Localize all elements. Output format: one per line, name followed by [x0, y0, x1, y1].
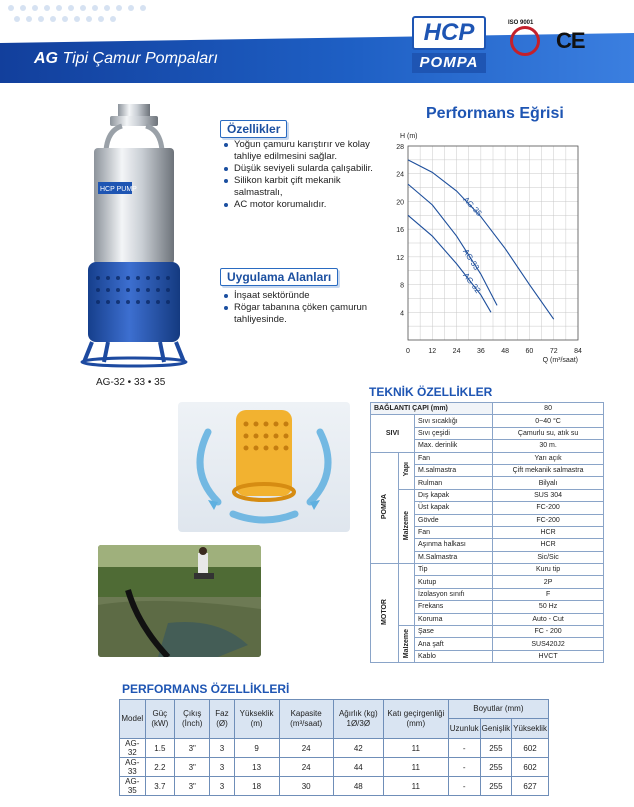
list-item: AC motor korumalıdır.: [222, 199, 382, 211]
spec-value: 0~40 °C: [493, 415, 604, 427]
series-label: AG-33: [461, 247, 482, 272]
dot: [50, 16, 56, 22]
col-model: Model: [120, 700, 146, 739]
spec-value: Yarı açık: [493, 452, 604, 464]
dot: [14, 16, 20, 22]
spec-label: M.Salmastra: [415, 551, 493, 563]
spec-label: Ana şaft: [415, 638, 493, 650]
y-axis-label: H (m): [400, 133, 418, 140]
spec-label: Gövde: [415, 514, 493, 526]
spec-label: Aşınma halkası: [415, 539, 493, 551]
ce-mark: CE: [556, 28, 585, 53]
applications-title: Uygulama Alanları: [220, 268, 338, 286]
spec-label: Sıvı sıcaklığı: [415, 415, 493, 427]
dot: [20, 5, 26, 11]
y-tick-label: 8: [400, 282, 404, 290]
table-row: [371, 626, 604, 638]
list-item: Yoğun çamuru karıştırır ve kolay tahliye edilmesini sağlar.: [222, 139, 382, 163]
spec-value: HVCT: [493, 650, 604, 662]
col-yukseklik2: Yükseklik: [512, 719, 549, 739]
spec-label: İzolasyon sınıfı: [415, 588, 493, 600]
spec-value: Bilyalı: [493, 477, 604, 489]
col-kati: Katı geçirgenliği (mm): [383, 700, 448, 739]
y-tick-label: 24: [396, 171, 404, 179]
spec-value: SUS 304: [493, 489, 604, 501]
dot: [80, 5, 86, 11]
group-motor-malzeme: Malzeme: [399, 626, 415, 663]
list-item: Düşük seviyeli sularda çalışabilir.: [222, 163, 382, 175]
x-axis-label: Q (m³/saat): [542, 357, 578, 364]
col-uzunluk: Uzunluk: [448, 719, 480, 739]
table-row: [371, 452, 604, 464]
col-genislik: Genişlik: [480, 719, 511, 739]
table-row: [371, 489, 604, 501]
spec-value: FC - 200: [493, 626, 604, 638]
group-yapi: Yapı: [399, 452, 415, 489]
y-tick-label: 12: [396, 254, 404, 262]
col-agirlik: Ağırlık (kg) 1Ø/3Ø: [333, 700, 383, 739]
applications-list: [222, 290, 384, 326]
spec-label: Rulman: [415, 477, 493, 489]
col-kapasite: Kapasite (m³/saat): [279, 700, 333, 739]
spec-label: Fan: [415, 452, 493, 464]
spec-value: FC-200: [493, 502, 604, 514]
tech-specs-table: [370, 402, 604, 663]
spec-label: Koruma: [415, 613, 493, 625]
performance-title: PERFORMANS ÖZELLİKLERİ: [122, 682, 290, 696]
features-title: Özellikler: [220, 120, 287, 138]
x-tick-label: 84: [574, 348, 582, 355]
logo-hcp-text: HCP: [412, 16, 486, 50]
spec-value: Çamurlu su, atık su: [493, 427, 604, 439]
x-tick-label: 0: [406, 348, 410, 355]
spec-label: Kutup: [415, 576, 493, 588]
dot: [32, 5, 38, 11]
dot: [104, 5, 110, 11]
dot: [8, 5, 14, 11]
col-faz: Faz (Ø): [210, 700, 234, 739]
spec-label: Kablo: [415, 650, 493, 662]
col-cikis: Çıkış (İnch): [175, 700, 210, 739]
x-tick-label: 60: [525, 348, 534, 355]
dot: [128, 5, 134, 11]
group-sivi: SIVI: [371, 415, 415, 452]
x-tick-label: 36: [476, 348, 485, 355]
spec-value: HCR: [493, 539, 604, 551]
dot: [110, 16, 116, 22]
performance-chart: [388, 122, 593, 367]
col-yukseklik: Yükseklik (m): [234, 700, 279, 739]
dot: [62, 16, 68, 22]
series-label: AG-35: [461, 195, 484, 219]
dot: [56, 5, 62, 11]
spec-label: Üst kapak: [415, 502, 493, 514]
spec-label: Şase: [415, 626, 493, 638]
performance-table: [119, 699, 549, 796]
dot: [74, 16, 80, 22]
dot: [26, 16, 32, 22]
chart-title: Performans Eğrisi: [426, 105, 564, 122]
connection-value: 80: [493, 403, 604, 415]
spec-value: 2P: [493, 576, 604, 588]
list-item: Rögar tabanına çöken çamurun tahliyesinde.: [222, 302, 384, 326]
features-list: [222, 139, 382, 211]
col-guc: Güç (kW): [145, 700, 175, 739]
col-boyutlar: Boyutlar (mm): [448, 700, 548, 719]
list-item: İnşaat sektöründe: [222, 290, 384, 302]
table-row: AG-33 2.2 3" 3 13 24 44 11 - 255 602: [120, 758, 549, 777]
x-tick-label: 24: [452, 348, 461, 355]
table-row: AG-32 1.5 3" 3 9 24 42 11 - 255 602: [120, 739, 549, 758]
dot: [98, 16, 104, 22]
spec-label: M.salmastra: [415, 464, 493, 476]
group-pompa: POMPA: [371, 452, 399, 564]
spec-value: Kuru tip: [493, 564, 604, 576]
x-tick-label: 72: [549, 348, 558, 355]
spec-value: 30 m.: [493, 440, 604, 452]
y-tick-label: 20: [396, 199, 404, 207]
hcp-logo: [412, 16, 486, 74]
dot: [86, 16, 92, 22]
field-photo: [98, 545, 261, 657]
list-item: Silikon karbit çift mekanik salmastralı,: [222, 175, 382, 199]
table-header-row: [120, 700, 549, 719]
x-tick-label: 48: [501, 348, 510, 355]
y-tick-label: 16: [396, 227, 404, 235]
spec-label: Max. derinlik: [415, 440, 493, 452]
dot: [140, 5, 146, 11]
group-motor: MOTOR: [371, 564, 399, 663]
spec-value: FC-200: [493, 514, 604, 526]
table-row: [371, 403, 604, 415]
spec-value: Çift mekanik salmastra: [493, 464, 604, 476]
series-line-ag-33: [408, 184, 497, 305]
spec-value: Auto - Cut: [493, 613, 604, 625]
tech-specs-title: TEKNİK ÖZELLİKLER: [369, 385, 493, 399]
series-label: AG-32: [461, 271, 483, 295]
y-tick-label: 4: [400, 310, 404, 318]
connection-label: BAĞLANTI ÇAPI (mm): [371, 403, 493, 415]
table-row: [371, 415, 604, 427]
pump-caption: AG-32 • 33 • 35: [96, 377, 166, 388]
logo-pompa-text: POMPA: [412, 53, 486, 73]
spec-label: Tip: [415, 564, 493, 576]
dot: [38, 16, 44, 22]
spec-label: Frekans: [415, 601, 493, 613]
page-title: AG Tipi Çamur Pompaları: [34, 50, 218, 67]
group-malzeme: Malzeme: [399, 489, 415, 563]
spec-value: Sic/Sic: [493, 551, 604, 563]
table-row: AG-35 3.7 3" 3 18 30 48 11 - 255 627: [120, 777, 549, 796]
strainer-flow-image: [178, 402, 350, 532]
decorative-dots: [8, 5, 158, 29]
spec-label: Dış kapak: [415, 489, 493, 501]
spec-value: F: [493, 588, 604, 600]
pump-brand-label: HCP PUMP: [100, 186, 137, 193]
dot: [116, 5, 122, 11]
spec-value: SUS420J2: [493, 638, 604, 650]
spec-value: 50 Hz: [493, 601, 604, 613]
spec-label: Fan: [415, 526, 493, 538]
x-tick-label: 12: [428, 348, 437, 355]
pump-image: [78, 96, 190, 368]
dot: [68, 5, 74, 11]
iso-9001-seal: ISO 9001: [508, 20, 542, 60]
table-row: [371, 564, 604, 576]
spec-value: HCR: [493, 526, 604, 538]
dot: [44, 5, 50, 11]
spec-label: Sıvı çeşidi: [415, 427, 493, 439]
dot: [92, 5, 98, 11]
y-tick-label: 28: [396, 144, 404, 151]
